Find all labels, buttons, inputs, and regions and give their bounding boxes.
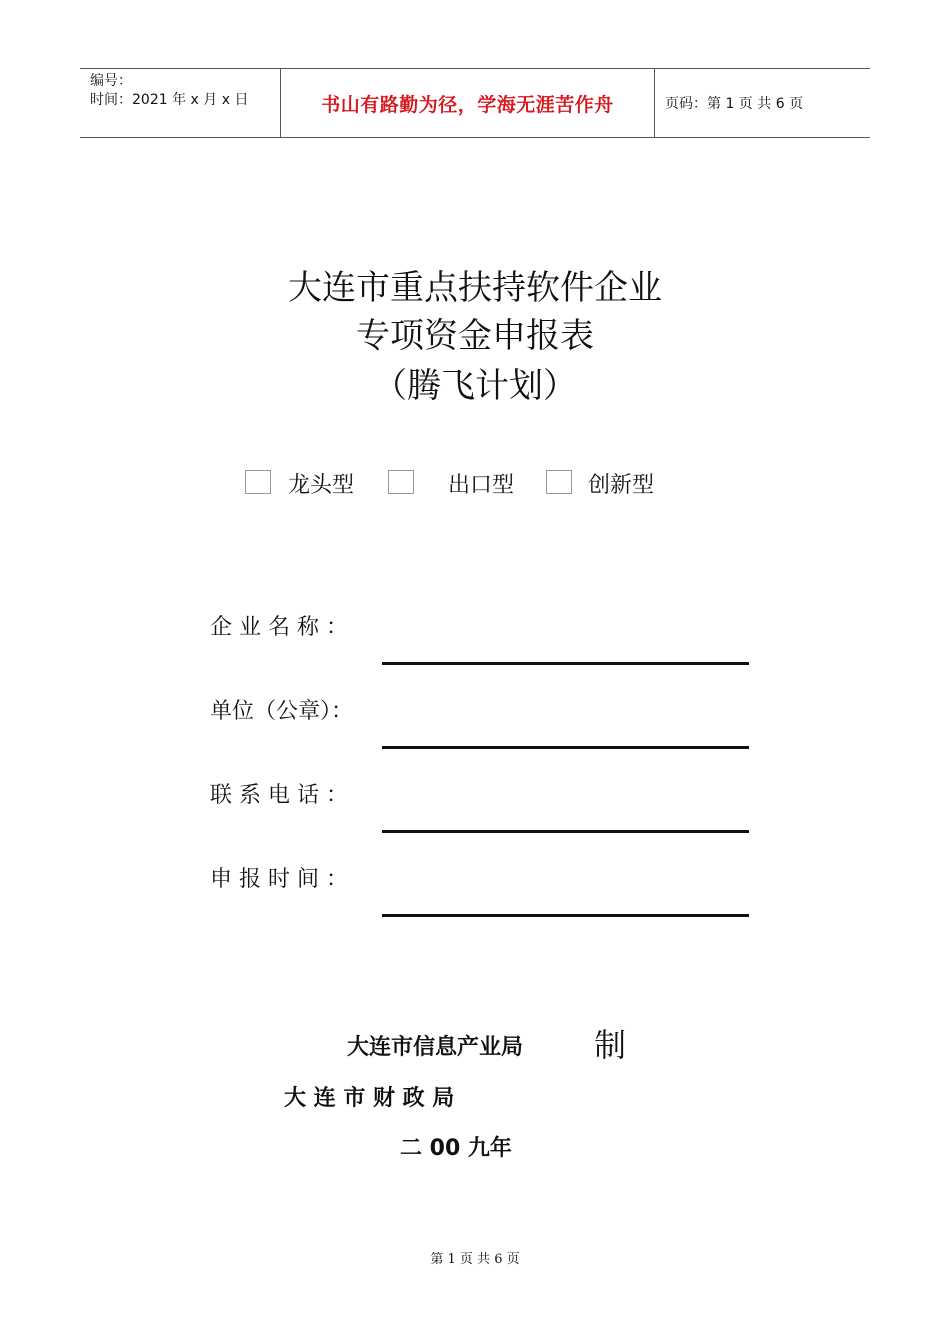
title-line-2: 专项资金申报表	[356, 316, 594, 356]
issue-year: 二 00 九年	[400, 1136, 512, 1161]
company-name-label: 企 业 名 称 ：	[210, 615, 348, 640]
label-innovation-type: 创新型	[588, 473, 655, 498]
unit-seal-label: 单位（公章）：	[210, 699, 354, 724]
company-name-field[interactable]	[382, 662, 749, 665]
enterprise-type-options	[0, 470, 950, 498]
issuer-finance-bureau: 大 连 市 财 政 局	[284, 1086, 455, 1111]
label-leading-type: 龙头型	[288, 473, 355, 498]
label-export-type: 出口型	[448, 473, 515, 498]
header-meta-cell	[80, 69, 281, 137]
header-page-cell	[655, 69, 870, 137]
number-label: 编号：	[90, 73, 132, 89]
issuer-made-by: 制	[594, 1026, 627, 1064]
unit-seal-field[interactable]	[382, 746, 749, 749]
page-info: 页码：第 1 页 共 6 页	[665, 96, 804, 112]
header-table	[80, 68, 870, 138]
apply-date-field[interactable]	[382, 914, 749, 917]
page-footer: 第 1 页 共 6 页	[430, 1252, 520, 1267]
phone-field[interactable]	[382, 830, 749, 833]
checkbox-leading-type[interactable]	[245, 470, 271, 494]
date-line: 时间：2021 年 x 月 x 日	[90, 92, 249, 108]
issuer-info-bureau: 大连市信息产业局	[347, 1035, 524, 1060]
header-motto-cell	[281, 69, 655, 137]
phone-label: 联 系 电 话 ：	[210, 783, 348, 808]
title-line-3: （腾飞计划）	[373, 366, 577, 406]
checkbox-innovation-type[interactable]	[546, 470, 572, 494]
motto-text: 书山有路勤为径，学海无涯苦作舟	[321, 93, 614, 116]
apply-date-label: 申 报 时 间 ：	[210, 867, 348, 892]
title-line-1: 大连市重点扶持软件企业	[288, 268, 662, 308]
checkbox-export-type[interactable]	[388, 470, 414, 494]
